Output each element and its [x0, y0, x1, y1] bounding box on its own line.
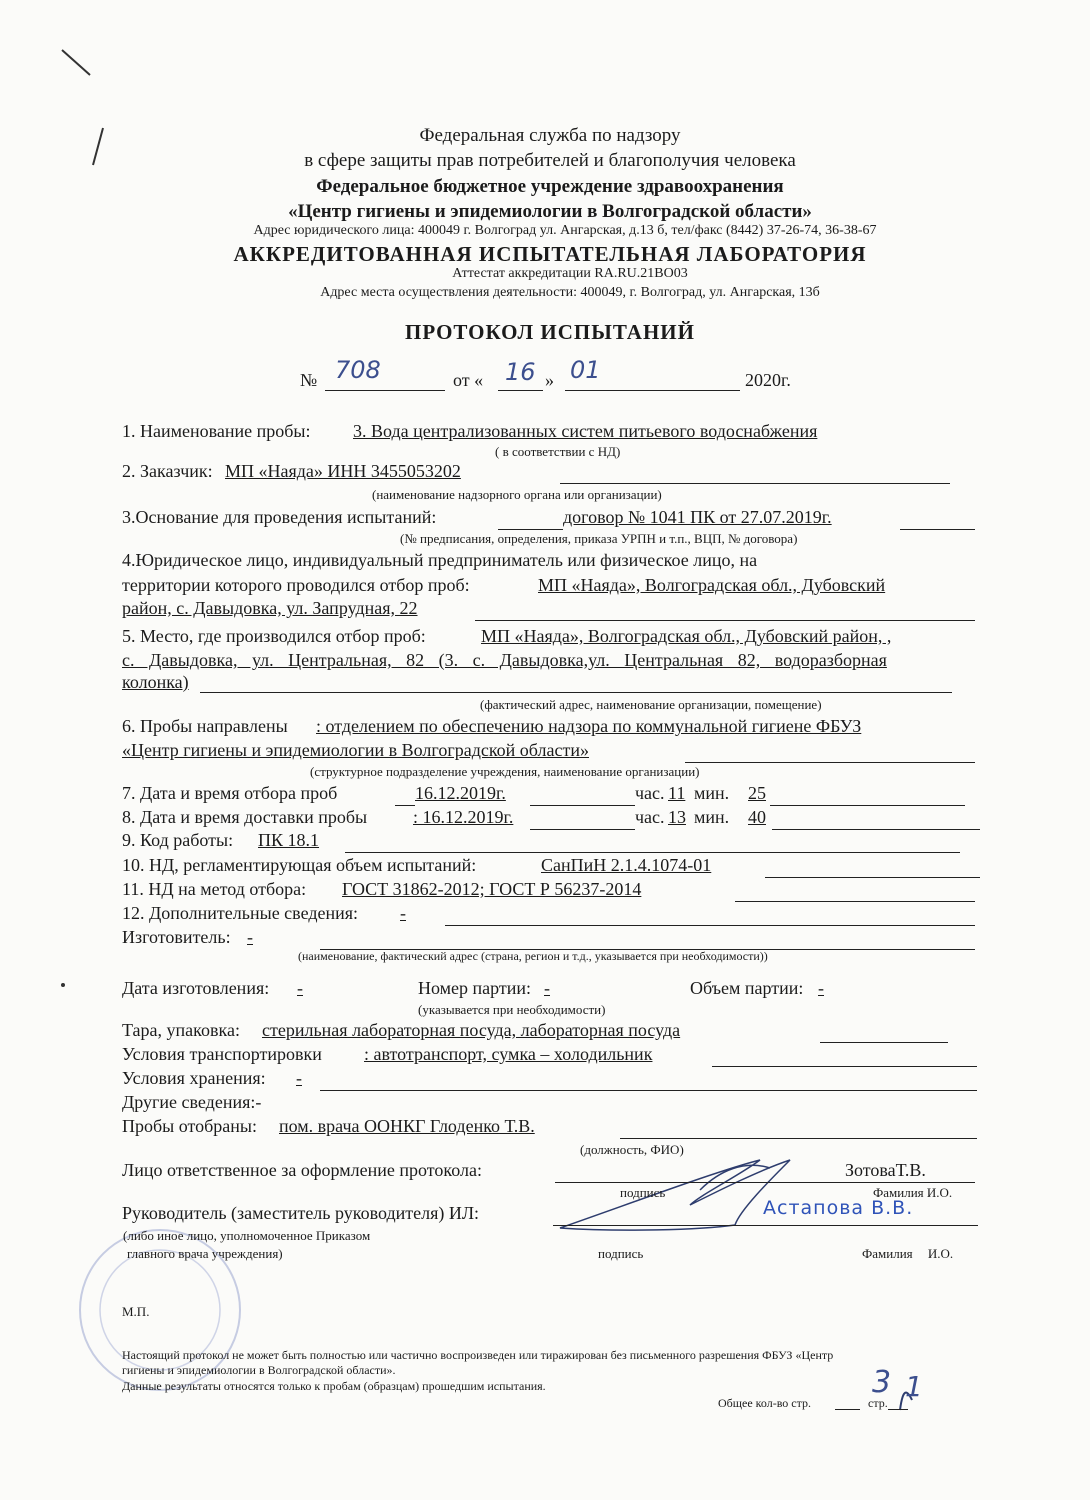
- item-5-label: 5. Место, где производился отбор проб:: [122, 626, 426, 646]
- item-2-hint: (наименование надзорного органа или организации): [372, 487, 662, 502]
- head-label: Руководитель (заместитель руководителя) ИЛ:: [122, 1203, 480, 1223]
- mfg-date-label: Дата изготовления:: [122, 978, 270, 998]
- accreditation: Аттестат аккредитации RA.RU.21ВО03: [452, 266, 688, 281]
- responsible-label: Лицо ответственное за оформление протокола:: [122, 1160, 482, 1180]
- item-2-label: 2. Заказчик:: [122, 461, 213, 481]
- item-8-label: 8. Дата и время доставки пробы: [122, 807, 368, 827]
- name-hint-1: Фамилия И.О.: [873, 1185, 953, 1200]
- item-2-value: МП «Наяда» ИНН 3455053202: [225, 461, 461, 481]
- footer-line-1: Настоящий протокол не может быть полностью или частично воспроизведен или тиражирован без письменного разрешения ФБУЗ «Центр: [122, 1348, 834, 1362]
- item-4-line-3: район, с. Давыдовка, ул. Запрудная, 22: [122, 598, 418, 618]
- sampled-by-hint: (должность, ФИО): [580, 1142, 684, 1157]
- item-9-value: ПК 18.1: [258, 830, 320, 850]
- item-7-date: 16.12.2019г.: [415, 783, 506, 803]
- item-8-hour: 13: [668, 807, 686, 827]
- header-line-4: «Центр гигиены и эпидемиологии в Волгоградской области»: [288, 201, 812, 222]
- protocol-title: ПРОТОКОЛ ИСПЫТАНИЙ: [405, 320, 695, 344]
- item-12-value: -: [400, 903, 406, 923]
- other-info: Другие сведения:-: [122, 1092, 262, 1112]
- sampled-by-value: пом. врача ООНКГ Глоденко Т.В.: [279, 1116, 535, 1136]
- item-3-label: 3.Основание для проведения испытаний:: [122, 507, 437, 527]
- protocol-number: 708: [335, 356, 381, 384]
- item-7-label: 7. Дата и время отбора проб: [122, 783, 338, 803]
- item-7-min: 25: [748, 783, 766, 803]
- item-5-value-3: колонка): [122, 672, 189, 692]
- item-9-label: 9. Код работы:: [122, 830, 234, 850]
- batch-volume-value: -: [818, 978, 824, 998]
- transport-label: Условия транспортировки: [122, 1044, 322, 1064]
- batch-hint: (указывается при необходимости): [418, 1002, 606, 1017]
- activity-address: Адрес места осуществления деятельности: 400049, г. Волгоград, ул. Ангарская, 13б: [320, 285, 820, 300]
- item-7-min-label: мин.: [694, 783, 730, 803]
- item-10-label: 10. НД, регламентирующая объем испытаний:: [122, 855, 477, 875]
- item-1-hint: ( в соответствии с НД): [495, 444, 621, 459]
- storage-value: -: [296, 1068, 302, 1088]
- item-3-value: договор № 1041 ПК от 27.07.2019г.: [563, 507, 832, 527]
- item-5-value-2: с. Давыдовка, ул. Центральная, 82 (3. с. Давыдовка,ул. Центральная 82, водоразборная: [122, 650, 887, 670]
- item-11-label: 11. НД на метод отбора:: [122, 879, 307, 899]
- item-8-date: : 16.12.2019г.: [413, 807, 514, 827]
- head-name-stamp: Астапова В.В.: [763, 1197, 914, 1219]
- sampled-by-label: Пробы отобраны:: [122, 1116, 258, 1136]
- manufacturer-value: -: [247, 927, 253, 947]
- item-8-hour-label: час.: [635, 807, 665, 827]
- head-note-2: главного врача учреждения): [127, 1246, 283, 1261]
- item-4-line-2-value: МП «Наяда», Волгоградская обл., Дубовский: [538, 575, 886, 595]
- transport-value: : автотранспорт, сумка – холодильник: [364, 1044, 653, 1064]
- item-5-hint: (фактический адрес, наименование организации, помещение): [480, 697, 822, 712]
- batch-number-value: -: [544, 978, 550, 998]
- page-number: 1: [905, 1370, 923, 1403]
- item-12-label: 12. Дополнительные сведения:: [122, 903, 359, 923]
- lab-title: АККРЕДИТОВАННАЯ ИСПЫТАТЕЛЬНАЯ ЛАБОРАТОРИЯ: [233, 242, 867, 266]
- head-note-1: (либо иное лицо, уполномоченное Приказом: [123, 1228, 371, 1243]
- item-6-value-2: «Центр гигиены и эпидемиологии в Волгоградской области»: [122, 740, 589, 760]
- manufacturer-label: Изготовитель:: [122, 927, 231, 947]
- package-value: стерильная лабораторная посуда, лабораторная посуда: [262, 1020, 681, 1040]
- item-7-hour-label: час.: [635, 783, 665, 803]
- item-8-min: 40: [748, 807, 766, 827]
- item-10-value: СанПиН 2.1.4.1074-01: [541, 855, 712, 875]
- item-4-line-2-label: территории которого проводился отбор проб:: [122, 575, 470, 595]
- manufacturer-hint: (наименование, фактический адрес (страна, регион и т.д., указывается при необходимости)): [298, 949, 768, 963]
- protocol-month: 01: [570, 356, 601, 384]
- item-8-min-label: мин.: [694, 807, 730, 827]
- protocol-year: 2020г.: [745, 370, 791, 390]
- date-from-label: от «: [453, 370, 484, 390]
- batch-volume-label: Объем партии:: [690, 978, 804, 998]
- responsible-name: ЗотоваТ.В.: [845, 1160, 926, 1180]
- item-6-value-1: : отделением по обеспечению надзора по коммунальной гигиене ФБУЗ: [316, 716, 862, 736]
- item-6-label: 6. Пробы направлены: [122, 716, 288, 736]
- header-line-3: Федеральное бюджетное учреждение здравоохранения: [316, 176, 784, 197]
- stamp-place: М.П.: [122, 1304, 150, 1319]
- storage-label: Условия хранения:: [122, 1068, 266, 1088]
- number-label: №: [300, 370, 318, 390]
- quote-close: »: [545, 370, 554, 390]
- item-5-value-1: МП «Наяда», Волгоградская обл., Дубовский район, ,: [481, 626, 892, 646]
- package-label: Тара, упаковка:: [122, 1020, 240, 1040]
- item-4-line-1: 4.Юридическое лицо, индивидуальный предприниматель или физическое лицо, на: [122, 550, 758, 570]
- footer-line-2: гигиены и эпидемиологии в Волгоградской области».: [122, 1363, 396, 1377]
- page-count-label: Общее кол-во стр.: [718, 1396, 812, 1410]
- item-11-value: ГОСТ 31862-2012; ГОСТ Р 56237-2014: [342, 879, 642, 899]
- mfg-date-value: -: [297, 978, 303, 998]
- protocol-day: 16: [505, 358, 536, 386]
- header-line-1: Федеральная служба по надзору: [419, 125, 681, 146]
- page-label: стр.: [868, 1396, 888, 1410]
- signature-hint-2: подпись: [598, 1246, 644, 1261]
- signature-hint-1: подпись: [620, 1185, 666, 1200]
- legal-address: Адрес юридического лица: 400049 г. Волгоград ул. Ангарская, д.13 б, тел/факс (8442) 37-26-74, 36-38-67: [253, 223, 877, 238]
- batch-number-label: Номер партии:: [418, 978, 532, 998]
- header-line-2: в сфере защиты прав потребителей и благополучия человека: [304, 150, 796, 171]
- page-count-number: 3: [872, 1365, 892, 1400]
- footer-line-3: Данные результаты относятся только к пробам (образцам) прошедшим испытания.: [122, 1379, 546, 1393]
- item-7-hour: 11: [668, 783, 686, 803]
- name-hint-2: Фамилия И.О.: [862, 1246, 954, 1261]
- item-1-label: 1. Наименование пробы:: [122, 421, 311, 441]
- item-1-value: 3. Вода централизованных систем питьевого водоснабжения: [353, 421, 818, 441]
- item-6-hint: (структурное подразделение учреждения, наименование организации): [310, 764, 700, 779]
- item-3-hint: (№ предписания, определения, приказа УРПН и т.п., ВЦП, № договора): [400, 531, 798, 546]
